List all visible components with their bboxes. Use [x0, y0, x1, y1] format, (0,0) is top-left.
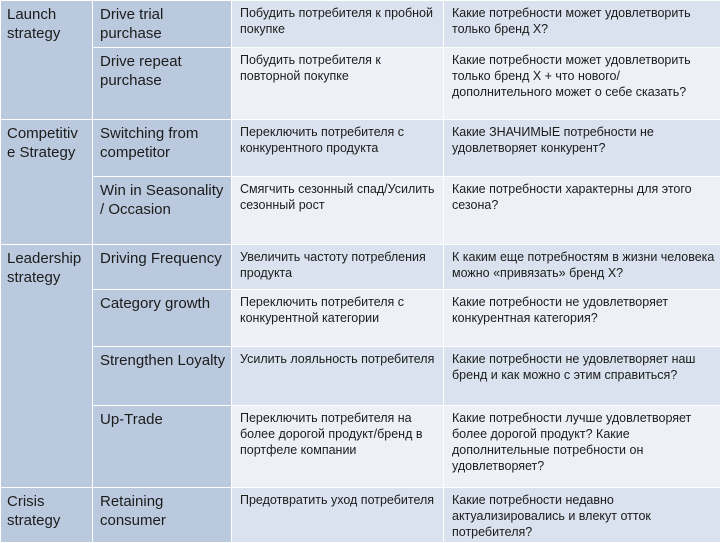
table-row [1, 48, 720, 120]
table-row [1, 488, 720, 543]
question-cell: Какие потребности не удовлетворяет наш бренд и как можно с этим справиться? [444, 347, 720, 406]
goal-cell: Переключить потребителя с конкурентной категории [232, 290, 444, 347]
strategy-cell: Competitiv e Strategy [1, 120, 93, 245]
objective-cell: Drive trial purchase [93, 1, 232, 48]
goal-cell: Переключить потребителя с конкурентного продукта [232, 120, 444, 177]
goal-cell: Предотвратить уход потребителя [232, 488, 444, 543]
objective-cell: Retaining consumer [93, 488, 232, 543]
table-row [1, 347, 720, 406]
objective-cell: Switching from competitor [93, 120, 232, 177]
strategy-cell: Crisis strategy [1, 488, 93, 543]
table-row [1, 290, 720, 347]
question-cell: Какие потребности не удовлетворяет конкурентная категория? [444, 290, 720, 347]
goal-cell: Увеличить частоту потребления продукта [232, 245, 444, 290]
objective-cell: Strengthen Loyalty [93, 347, 232, 406]
table-row [1, 1, 720, 48]
question-cell: Какие потребности может удовлетворить только бренд Х + что нового/дополнительного может о себе сказать? [444, 48, 720, 120]
strategy-cell: Launch strategy [1, 1, 93, 120]
question-cell: К каким еще потребностям в жизни человека можно «привязать» бренд Х? [444, 245, 720, 290]
table-row [1, 406, 720, 488]
question-cell: Какие потребности характерны для этого сезона? [444, 177, 720, 245]
goal-cell: Смягчить сезонный спад/Усилить сезонный рост [232, 177, 444, 245]
strategy-cell: Leadership strategy [1, 245, 93, 488]
objective-cell: Driving Frequency [93, 245, 232, 290]
question-cell: Какие ЗНАЧИМЫЕ потребности не удовлетворяет конкурент? [444, 120, 720, 177]
table-row [1, 177, 720, 245]
objective-cell: Up-Trade [93, 406, 232, 488]
question-cell: Какие потребности лучше удовлетворяет более дорогой продукт? Какие дополнительные потребности он удовлетворяет? [444, 406, 720, 488]
goal-cell: Побудить потребителя к повторной покупке [232, 48, 444, 120]
objective-cell: Win in Seasonality / Occasion [93, 177, 232, 245]
question-cell: Какие потребности может удовлетворить только бренд Х? [444, 1, 720, 48]
table-row [1, 245, 720, 290]
goal-cell: Переключить потребителя на более дорогой продукт/бренд в портфеле компании [232, 406, 444, 488]
question-cell: Какие потребности недавно актуализировались и влекут отток потребителя? [444, 488, 720, 543]
table-row [1, 120, 720, 177]
objective-cell: Category growth [93, 290, 232, 347]
objective-cell: Drive repeat purchase [93, 48, 232, 120]
goal-cell: Побудить потребителя к пробной покупке [232, 1, 444, 48]
goal-cell: Усилить лояльность потребителя [232, 347, 444, 406]
